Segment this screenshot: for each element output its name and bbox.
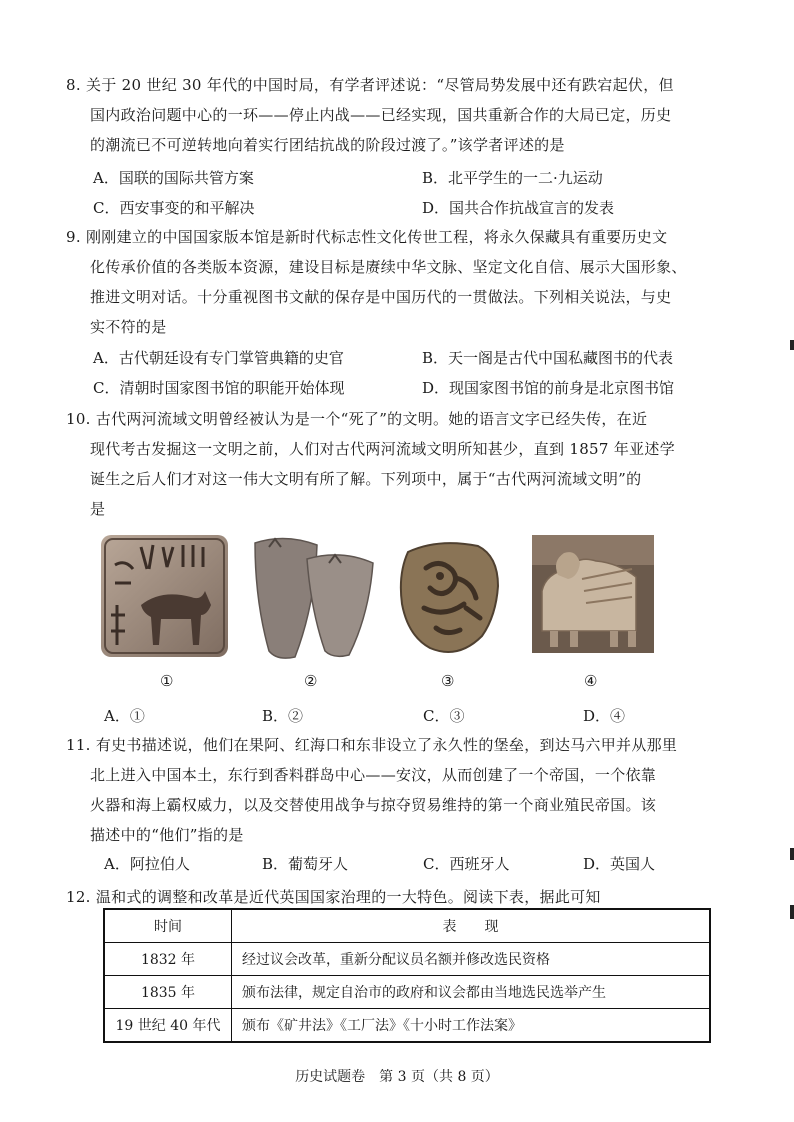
table-cell-time: 1832 年 xyxy=(104,943,232,976)
q10-line-4: 是 xyxy=(90,500,106,518)
table-row xyxy=(104,943,710,976)
winged-bull-statue-image xyxy=(532,535,654,653)
question-11 xyxy=(66,730,706,850)
artifact-image-4 xyxy=(532,535,654,653)
table-cell-desc: 颁布法律，规定自治市的政府和议会都由当地选民选举产生 xyxy=(232,976,711,1009)
q10-option-b[interactable]: B．② xyxy=(262,707,304,725)
table-cell-time: 19 世纪 40 年代 xyxy=(104,1009,232,1043)
table-row xyxy=(104,976,710,1009)
artifact-image-2 xyxy=(249,535,379,663)
q11-line-1: 11. 有史书描述说，他们在果阿、红海口和东非设立了永久性的堡垒，到达马六甲并从那里 xyxy=(66,736,678,754)
table-cell-desc: 颁布《矿井法》《工厂法》《十小时工作法案》 xyxy=(232,1009,711,1043)
page-footer: 历史试题卷 第 3 页（共 8 页） xyxy=(295,1069,499,1085)
q9-option-a[interactable]: A．古代朝廷设有专门掌管典籍的史官 xyxy=(93,349,344,367)
scan-edge-mark xyxy=(790,905,794,919)
q9-line-3: 推进文明对话。十分重视图书文献的保存是中国历代的一贯做法。下列相关说法，与史 xyxy=(90,288,672,306)
q8-option-d[interactable]: D．国共合作抗战宣言的发表 xyxy=(422,199,615,217)
q9-line-1: 9. 刚刚建立的中国国家版本馆是新时代标志性文化传世工程，将永久保藏具有重要历史文 xyxy=(66,228,668,246)
q9-option-c[interactable]: C．清朝时国家图书馆的职能开始体现 xyxy=(93,379,345,397)
q10-option-c[interactable]: C．③ xyxy=(423,707,465,725)
q8-option-c[interactable]: C．西安事变的和平解决 xyxy=(93,199,255,217)
scan-edge-mark xyxy=(790,848,794,860)
scan-edge-mark xyxy=(790,340,794,350)
table-cell-time: 1835 年 xyxy=(104,976,232,1009)
q12-line-1: 12. 温和式的调整和改革是近代英国国家治理的一大特色。阅读下表，据此可知 xyxy=(66,888,601,906)
q9-option-d[interactable]: D．现国家图书馆的前身是北京图书馆 xyxy=(422,379,675,397)
q8-option-a[interactable]: A．国联的国际共管方案 xyxy=(93,169,254,187)
q11-line-2: 北上进入中国本土，东行到香料群岛中心——安汶，从而创建了一个帝国，一个依靠 xyxy=(90,766,657,784)
q8-line-1: 8. 关于 20 世纪 30 年代的中国时局，有学者评述说：“尽管局势发展中还有跌宕起伏，但 xyxy=(66,76,674,94)
table-header-performance: 表 现 xyxy=(232,909,711,943)
q11-option-d[interactable]: D．英国人 xyxy=(583,855,656,873)
question-8 xyxy=(66,70,706,160)
q10-option-a[interactable]: A．① xyxy=(104,707,145,725)
artifact-image-3 xyxy=(396,538,504,660)
image-label-4: ④ xyxy=(584,672,598,690)
table-cell-desc: 经过议会改革，重新分配议员名额并修改选民资格 xyxy=(232,943,711,976)
q11-option-a[interactable]: A．阿拉伯人 xyxy=(104,855,190,873)
q8-line-3: 的潮流已不可逆转地向着实行团结抗战的阶段过渡了。”该学者评述的是 xyxy=(90,136,565,154)
artifact-image-1 xyxy=(101,535,228,657)
stone-palette-image xyxy=(249,535,379,663)
image-label-1: ① xyxy=(160,672,174,690)
q11-option-b[interactable]: B．葡萄牙人 xyxy=(262,855,349,873)
q10-line-2: 现代考古发掘这一文明之前，人们对古代两河流域文明所知甚少，直到 1857 年亚述学 xyxy=(90,440,676,458)
q10-option-d[interactable]: D．④ xyxy=(583,707,626,725)
reform-table xyxy=(103,908,711,1043)
q8-option-b[interactable]: B．北平学生的一二·九运动 xyxy=(422,169,603,187)
seal-tablet-image xyxy=(101,535,228,657)
carved-stone-image xyxy=(396,538,504,660)
question-10 xyxy=(66,404,706,524)
q11-line-4: 描述中的“他们”指的是 xyxy=(90,826,244,844)
question-9 xyxy=(66,222,706,342)
q8-line-2: 国内政治问题中心的一环——停止内战——已经实现，国共重新合作的大局已定，历史 xyxy=(90,106,672,124)
table-row xyxy=(104,1009,710,1043)
image-label-2: ② xyxy=(304,672,318,690)
q10-line-3: 诞生之后人们才对这一伟大文明有所了解。下列项中，属于“古代两河流域文明”的 xyxy=(90,470,642,488)
q9-option-b[interactable]: B．天一阁是古代中国私藏图书的代表 xyxy=(422,349,674,367)
q11-line-3: 火器和海上霸权威力，以及交替使用战争与掠夺贸易维持的第一个商业殖民帝国。该 xyxy=(90,796,657,814)
image-label-3: ③ xyxy=(441,672,455,690)
q10-line-1: 10. 古代两河流域文明曾经被认为是一个“死了”的文明。她的语言文字已经失传，在近 xyxy=(66,410,648,428)
table-header-time: 时间 xyxy=(104,909,232,943)
table-header-row xyxy=(104,909,710,943)
q9-line-4: 实不符的是 xyxy=(90,318,167,336)
q11-option-c[interactable]: C．西班牙人 xyxy=(423,855,510,873)
q9-line-2: 化传承价值的各类版本资源，建设目标是赓续中华文脉、坚定文化自信、展示大国形象、 xyxy=(90,258,687,276)
